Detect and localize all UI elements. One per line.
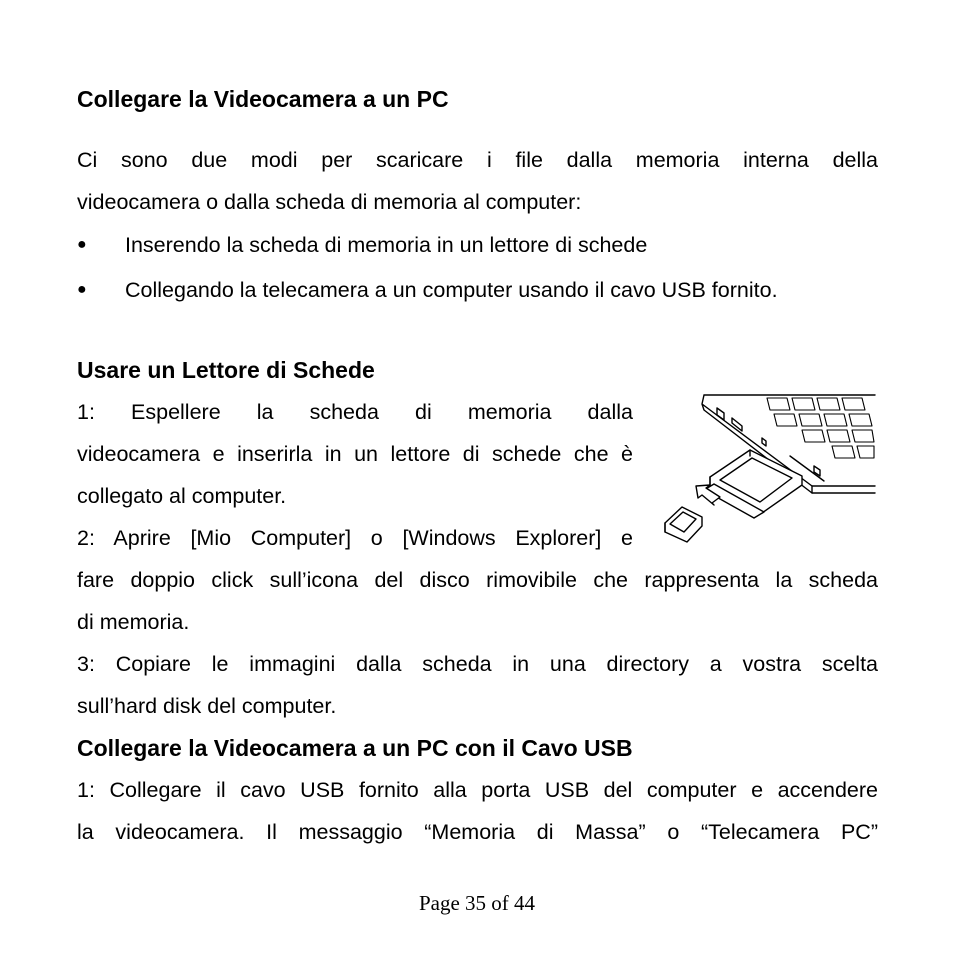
step-text-line: di memoria. [77, 610, 190, 634]
card-reader-laptop-icon [662, 390, 877, 550]
step-text-line: sull’hard disk del computer. [77, 694, 337, 718]
step-text-line: 3: Copiare le immagini dalla scheda in una directory a vostra scelta [77, 652, 878, 676]
bullet-marker: ● [77, 236, 87, 253]
list-item: Inserendo la scheda di memoria in un lettore di schede [125, 233, 648, 257]
step-text-line: la videocamera. Il messaggio “Memoria di Massa” o “Telecamera PC” [77, 820, 878, 844]
intro-text-line: Ci sono due modi per scaricare i file dalla memoria interna della [77, 148, 878, 172]
page-number: Page 35 of 44 [418, 891, 536, 915]
section-title-connect-pc: Collegare la Videocamera a un PC [77, 86, 449, 112]
intro-text-line: videocamera o dalla scheda di memoria al computer: [77, 190, 582, 214]
bullet-marker: ● [77, 281, 87, 298]
step-text-line: 2: Aprire [Mio Computer] o [Windows Explorer] e [77, 526, 633, 550]
section-title-usb-cable: Collegare la Videocamera a un PC con il Cavo USB [77, 735, 633, 761]
step-text-line: fare doppio click sull’icona del disco rimovibile che rappresenta la scheda [77, 568, 878, 592]
list-item: Collegando la telecamera a un computer usando il cavo USB fornito. [125, 278, 778, 302]
step-text-line: videocamera e inserirla in un lettore di schede che è [77, 442, 633, 466]
step-text-line: 1: Espellere la scheda di memoria dalla [77, 400, 633, 424]
section-title-card-reader: Usare un Lettore di Schede [77, 357, 375, 383]
step-text-line: collegato al computer. [77, 484, 287, 508]
step-text-line: 1: Collegare il cavo USB fornito alla porta USB del computer e accendere [77, 778, 878, 802]
